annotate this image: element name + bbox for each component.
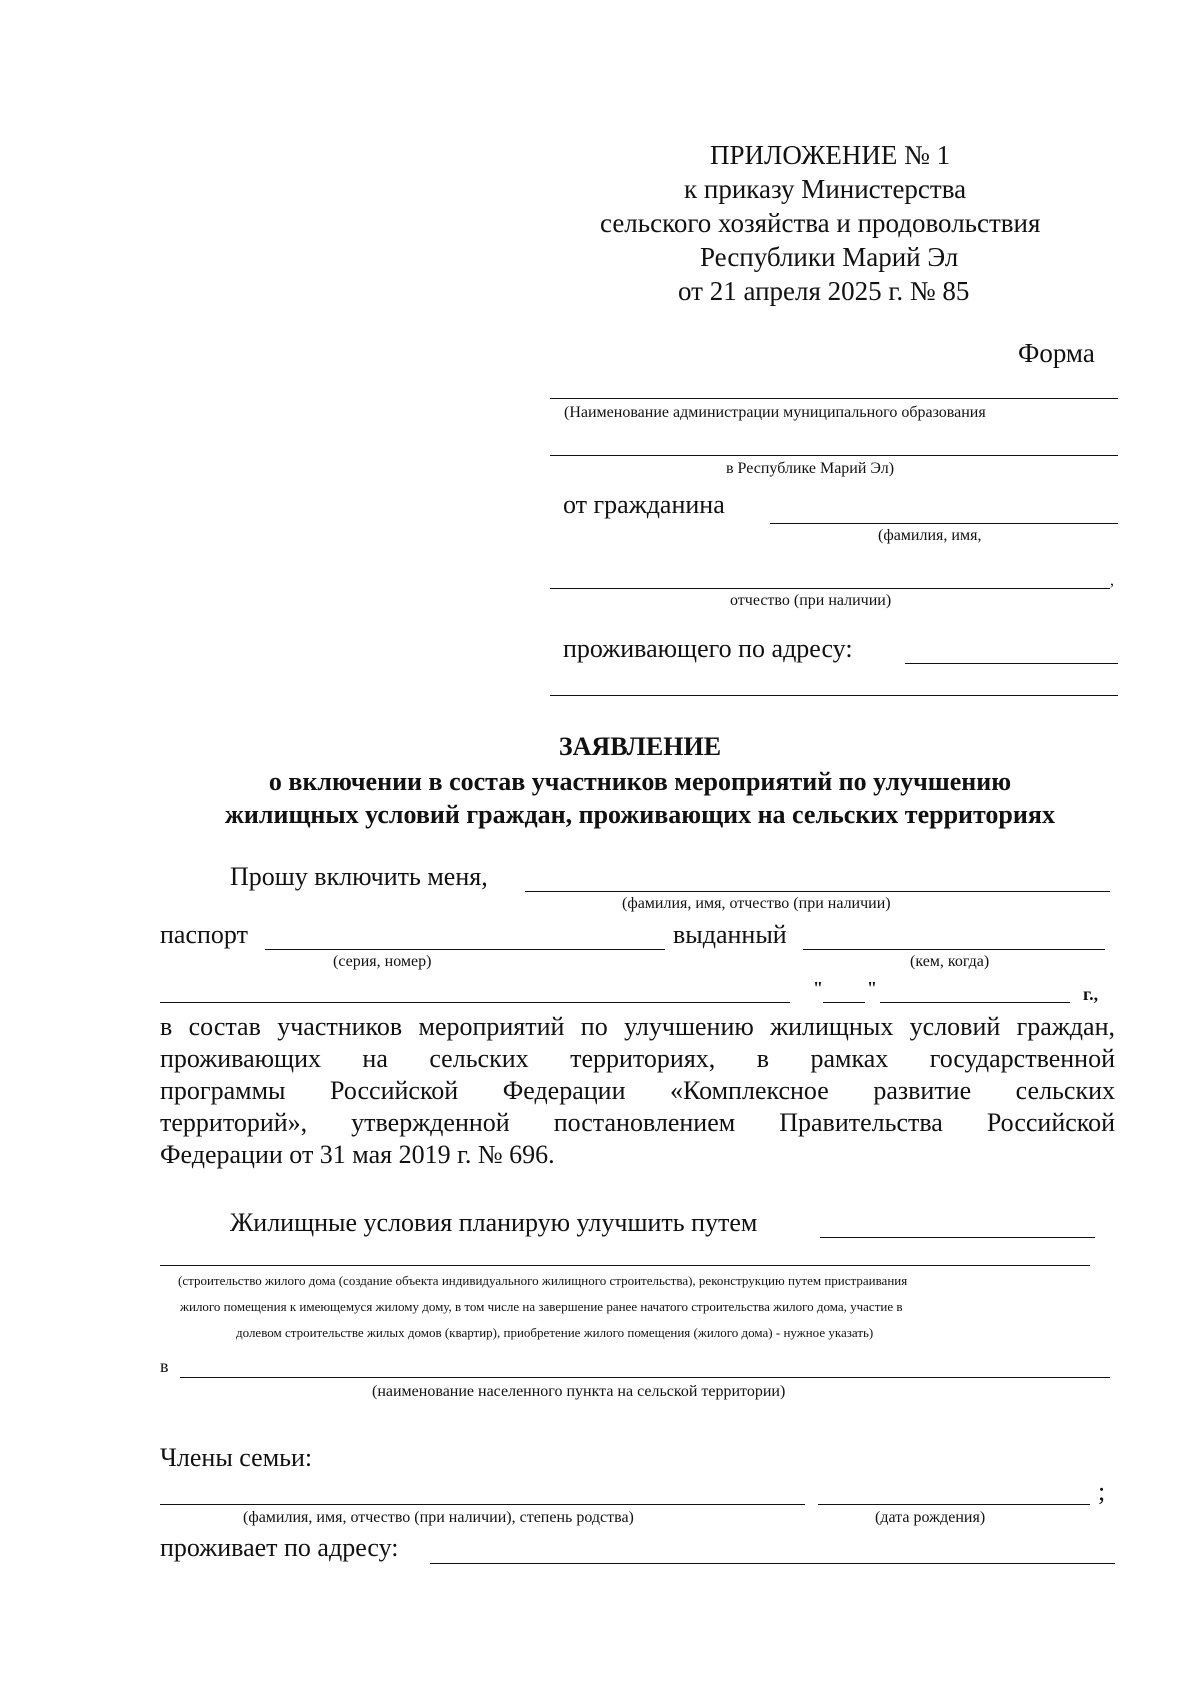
improve-label: Жилищные условия планирую улучшить путем <box>230 1208 758 1237</box>
improve-caption-2: жилого помещения к имеющемуся жилому дому, в том числе на завершение ранее начатого строительства жилого дома, участие в <box>180 1299 903 1314</box>
quote-close: " <box>867 978 877 998</box>
issuer-line-2[interactable] <box>160 1002 790 1003</box>
address-label: проживающего по адресу: <box>563 634 853 663</box>
citizen-name-caption: (фамилия, имя, <box>878 527 982 544</box>
republic-name: Республики Марий Эл <box>700 242 959 272</box>
comma: , <box>1110 572 1114 589</box>
passport-label: паспорт <box>160 920 248 949</box>
improve-method-line[interactable] <box>820 1237 1095 1238</box>
admin-name-line-2[interactable] <box>550 455 1118 456</box>
year-suffix: г., <box>1083 984 1099 1004</box>
patronymic-caption: отчество (при наличии) <box>730 592 892 609</box>
passport-number-line[interactable] <box>265 949 665 950</box>
issue-day-line[interactable] <box>823 1002 865 1003</box>
lives-address-label: проживает по адресу: <box>160 1533 399 1562</box>
document-subtitle-2: жилищных условий граждан, проживающих на сельских территориях <box>225 800 1055 829</box>
in-label: в <box>160 1356 169 1376</box>
issue-month-line[interactable] <box>880 1002 1070 1003</box>
ministry-name: сельского хозяйства и продовольствия <box>600 208 1041 238</box>
family-caption: (фамилия, имя, отчество (при наличии), степень родства) <box>243 1509 634 1526</box>
applicant-name-line[interactable] <box>525 891 1110 892</box>
improve-caption-1: (строительство жилого дома (создание объекта индивидуального жилищного строительства), реконструкцию путем пристраивания <box>178 1273 908 1288</box>
paragraph-line-5: Федерации от 31 мая 2019 г. № 696. <box>160 1140 555 1169</box>
order-date: от 21 апреля 2025 г. № 85 <box>678 276 970 306</box>
document-title: ЗАЯВЛЕНИЕ <box>558 732 722 761</box>
paragraph-line-4: территорий», утвержденной постановлением Правительства Российской <box>160 1108 1115 1137</box>
applicant-name-caption: (фамилия, имя, отчество (при наличии) <box>622 895 891 912</box>
family-member-line[interactable] <box>160 1504 805 1505</box>
admin-caption-2: в Республике Марий Эл) <box>726 460 895 477</box>
quote-open: " <box>813 978 823 998</box>
request-label: Прошу включить меня, <box>230 862 488 891</box>
appendix-title: ПРИЛОЖЕНИЕ № 1 <box>710 140 951 170</box>
semicolon: ; <box>1098 1477 1106 1506</box>
improve-method-line-2[interactable] <box>160 1265 1090 1266</box>
issued-by-line[interactable] <box>803 949 1105 950</box>
form-label: Форма <box>1018 338 1095 368</box>
birth-date-caption: (дата рождения) <box>875 1509 986 1526</box>
admin-name-line[interactable] <box>550 398 1118 399</box>
order-reference: к приказу Министерства <box>684 174 967 204</box>
birth-date-line[interactable] <box>818 1504 1090 1505</box>
series-caption: (серия, номер) <box>333 953 432 970</box>
paragraph-line-3: программы Российской Федерации «Комплексное развитие сельских <box>160 1076 1115 1105</box>
admin-caption: (Наименование администрации муниципального образования <box>564 404 986 421</box>
improve-caption-3: долевом строительстве жилых домов (квартир), приобретение жилого помещения (жилого дома) - нужное указать) <box>236 1325 874 1340</box>
family-address-line[interactable] <box>430 1563 1115 1564</box>
from-citizen-label: от гражданина <box>563 490 725 519</box>
address-line-2[interactable] <box>550 695 1118 696</box>
document-subtitle-1: о включении в состав участников мероприятий по улучшению <box>268 767 1012 796</box>
paragraph-line-1: в состав участников мероприятий по улучшению жилищных условий граждан, <box>160 1012 1115 1041</box>
citizen-name-line[interactable] <box>770 523 1118 524</box>
family-label: Члены семьи: <box>160 1443 313 1472</box>
paragraph-line-2: проживающих на сельских территориях, в рамках государственной <box>160 1044 1115 1073</box>
settlement-caption: (наименование населенного пункта на сельской территории) <box>372 1383 786 1400</box>
issuer-caption: (кем, когда) <box>910 953 990 970</box>
citizen-patronymic-line[interactable] <box>550 588 1110 589</box>
settlement-line[interactable] <box>180 1377 1110 1378</box>
issued-label: выданный <box>673 920 787 949</box>
address-line[interactable] <box>905 663 1118 664</box>
